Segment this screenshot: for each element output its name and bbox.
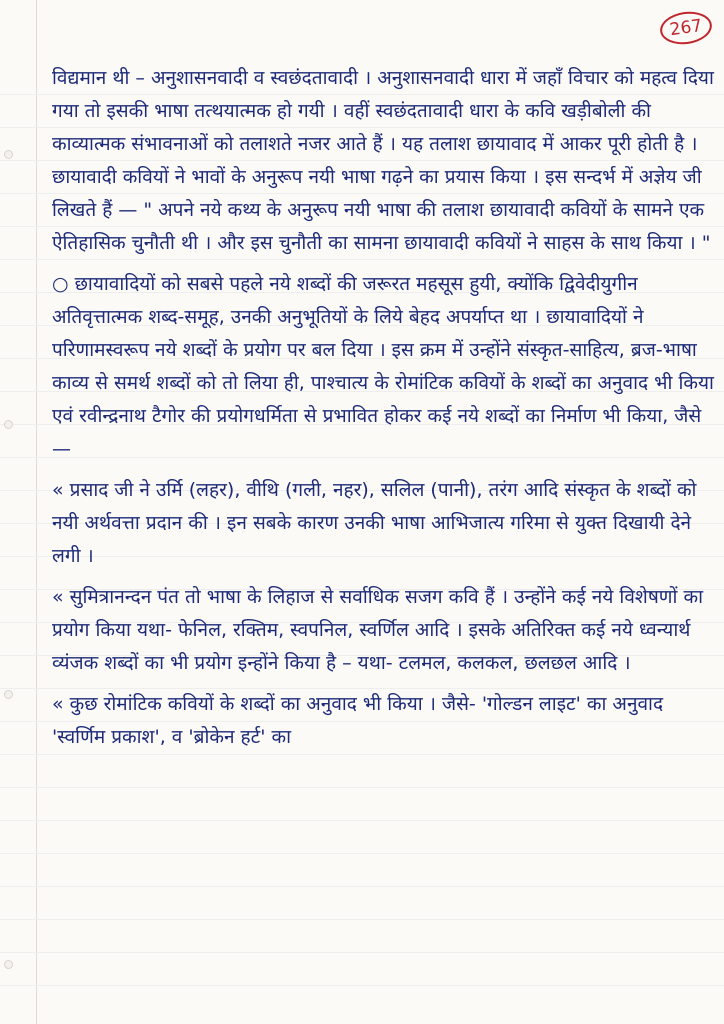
ruled-line [0, 820, 724, 821]
ruled-line [0, 853, 724, 854]
ruled-line [0, 985, 724, 986]
page-number: 267 [658, 9, 714, 48]
punch-hole [4, 150, 13, 159]
paragraph-4: « सुमित्रानन्दन पंत तो भाषा के लिहाज से सर्वाधिक सजग कवि हैं । उन्होंने कई नये विशेषणों का प्रयोग किया यथा- फेनिल, रक्तिम, स्वपनिल, स्वर्णिल आदि । इसके अतिरिक्त कई नये ध्वन्यार्थ व्यंजक शब्दों का भी प्रयोग इन्होंने किया है – यथा- टलमल, कलकल, छलछल आदि । [52, 586, 704, 674]
ruled-line [0, 952, 724, 953]
paragraph-3: « प्रसाद जी ने उर्मि (लहर), वीथि (गली, नहर), सलिल (पानी), तरंग आदि संस्कृत के शब्दों को नयी अर्थवत्ता प्रदान की । इन सबके कारण उनकी भाषा आभिजात्य गरिमा से युक्त दिखायी देने लगी । [52, 479, 697, 567]
punch-hole [4, 690, 13, 699]
ruled-line [0, 919, 724, 920]
ruled-line [0, 886, 724, 887]
ruled-line [0, 787, 724, 788]
handwritten-text [52, 62, 714, 762]
punch-hole [4, 420, 13, 429]
punch-hole [4, 960, 13, 969]
paragraph-5: « कुछ रोमांटिक कवियों के शब्दों का अनुवाद भी किया । जैसे- 'गोल्डन लाइट' का अनुवाद 'स्वर्णिम प्रकाश', व 'ब्रोकेन हर्ट' का [52, 693, 664, 748]
paragraph-2: ○ छायावादियों को सबसे पहले नये शब्दों की जरूरत महसूस हुयी, क्योंकि द्विवेदीयुगीन अतिवृत्तात्मक शब्द-समूह, उनकी अनुभूतियों के लिये बेहद अपर्याप्त था । छायावादियों ने परिणामस्वरूप नये शब्दों के प्रयोग पर बल दिया । इस क्रम में उन्होंने संस्कृत-साहित्य, ब्रज-भाषा काव्य से समर्थ शब्दों को तो लिया ही, पाश्चात्य के रोमांटिक कवियों के शब्दों का अनुवाद भी किया एवं रवीन्द्रनाथ टैगोर की प्रयोगधर्मिता से प्रभावित होकर कई नये शब्दों का निर्माण भी किया, जैसे — [52, 273, 714, 460]
paragraph-1: विद्यमान थी – अनुशासनवादी व स्वछंदतावादी । अनुशासनवादी धारा में जहाँ विचार को महत्व दिया गया तो इसकी भाषा तत्थयात्मक हो गयी । वहीं स्वछंदतावादी धारा के कवि खड़ीबोली की काव्यात्मक संभावनाओं को तलाशते नजर आते हैं । यह तलाश छायावाद में आकर पूरी होती है । छायावादी कवियों ने भावों के अनुरूप नयी भाषा गढ़ने का प्रयास किया । इस सन्दर्भ में अज्ञेय जी लिखते हैं — " अपने नये कथ्य के अनुरूप नयी भाषा की तलाश छायावादी कवियों के सामने एक ऐतिहासिक चुनौती थी । और इस चुनौती का सामना छायावादी कवियों ने साहस के साथ किया । " [52, 67, 714, 254]
margin-line [36, 0, 37, 1024]
